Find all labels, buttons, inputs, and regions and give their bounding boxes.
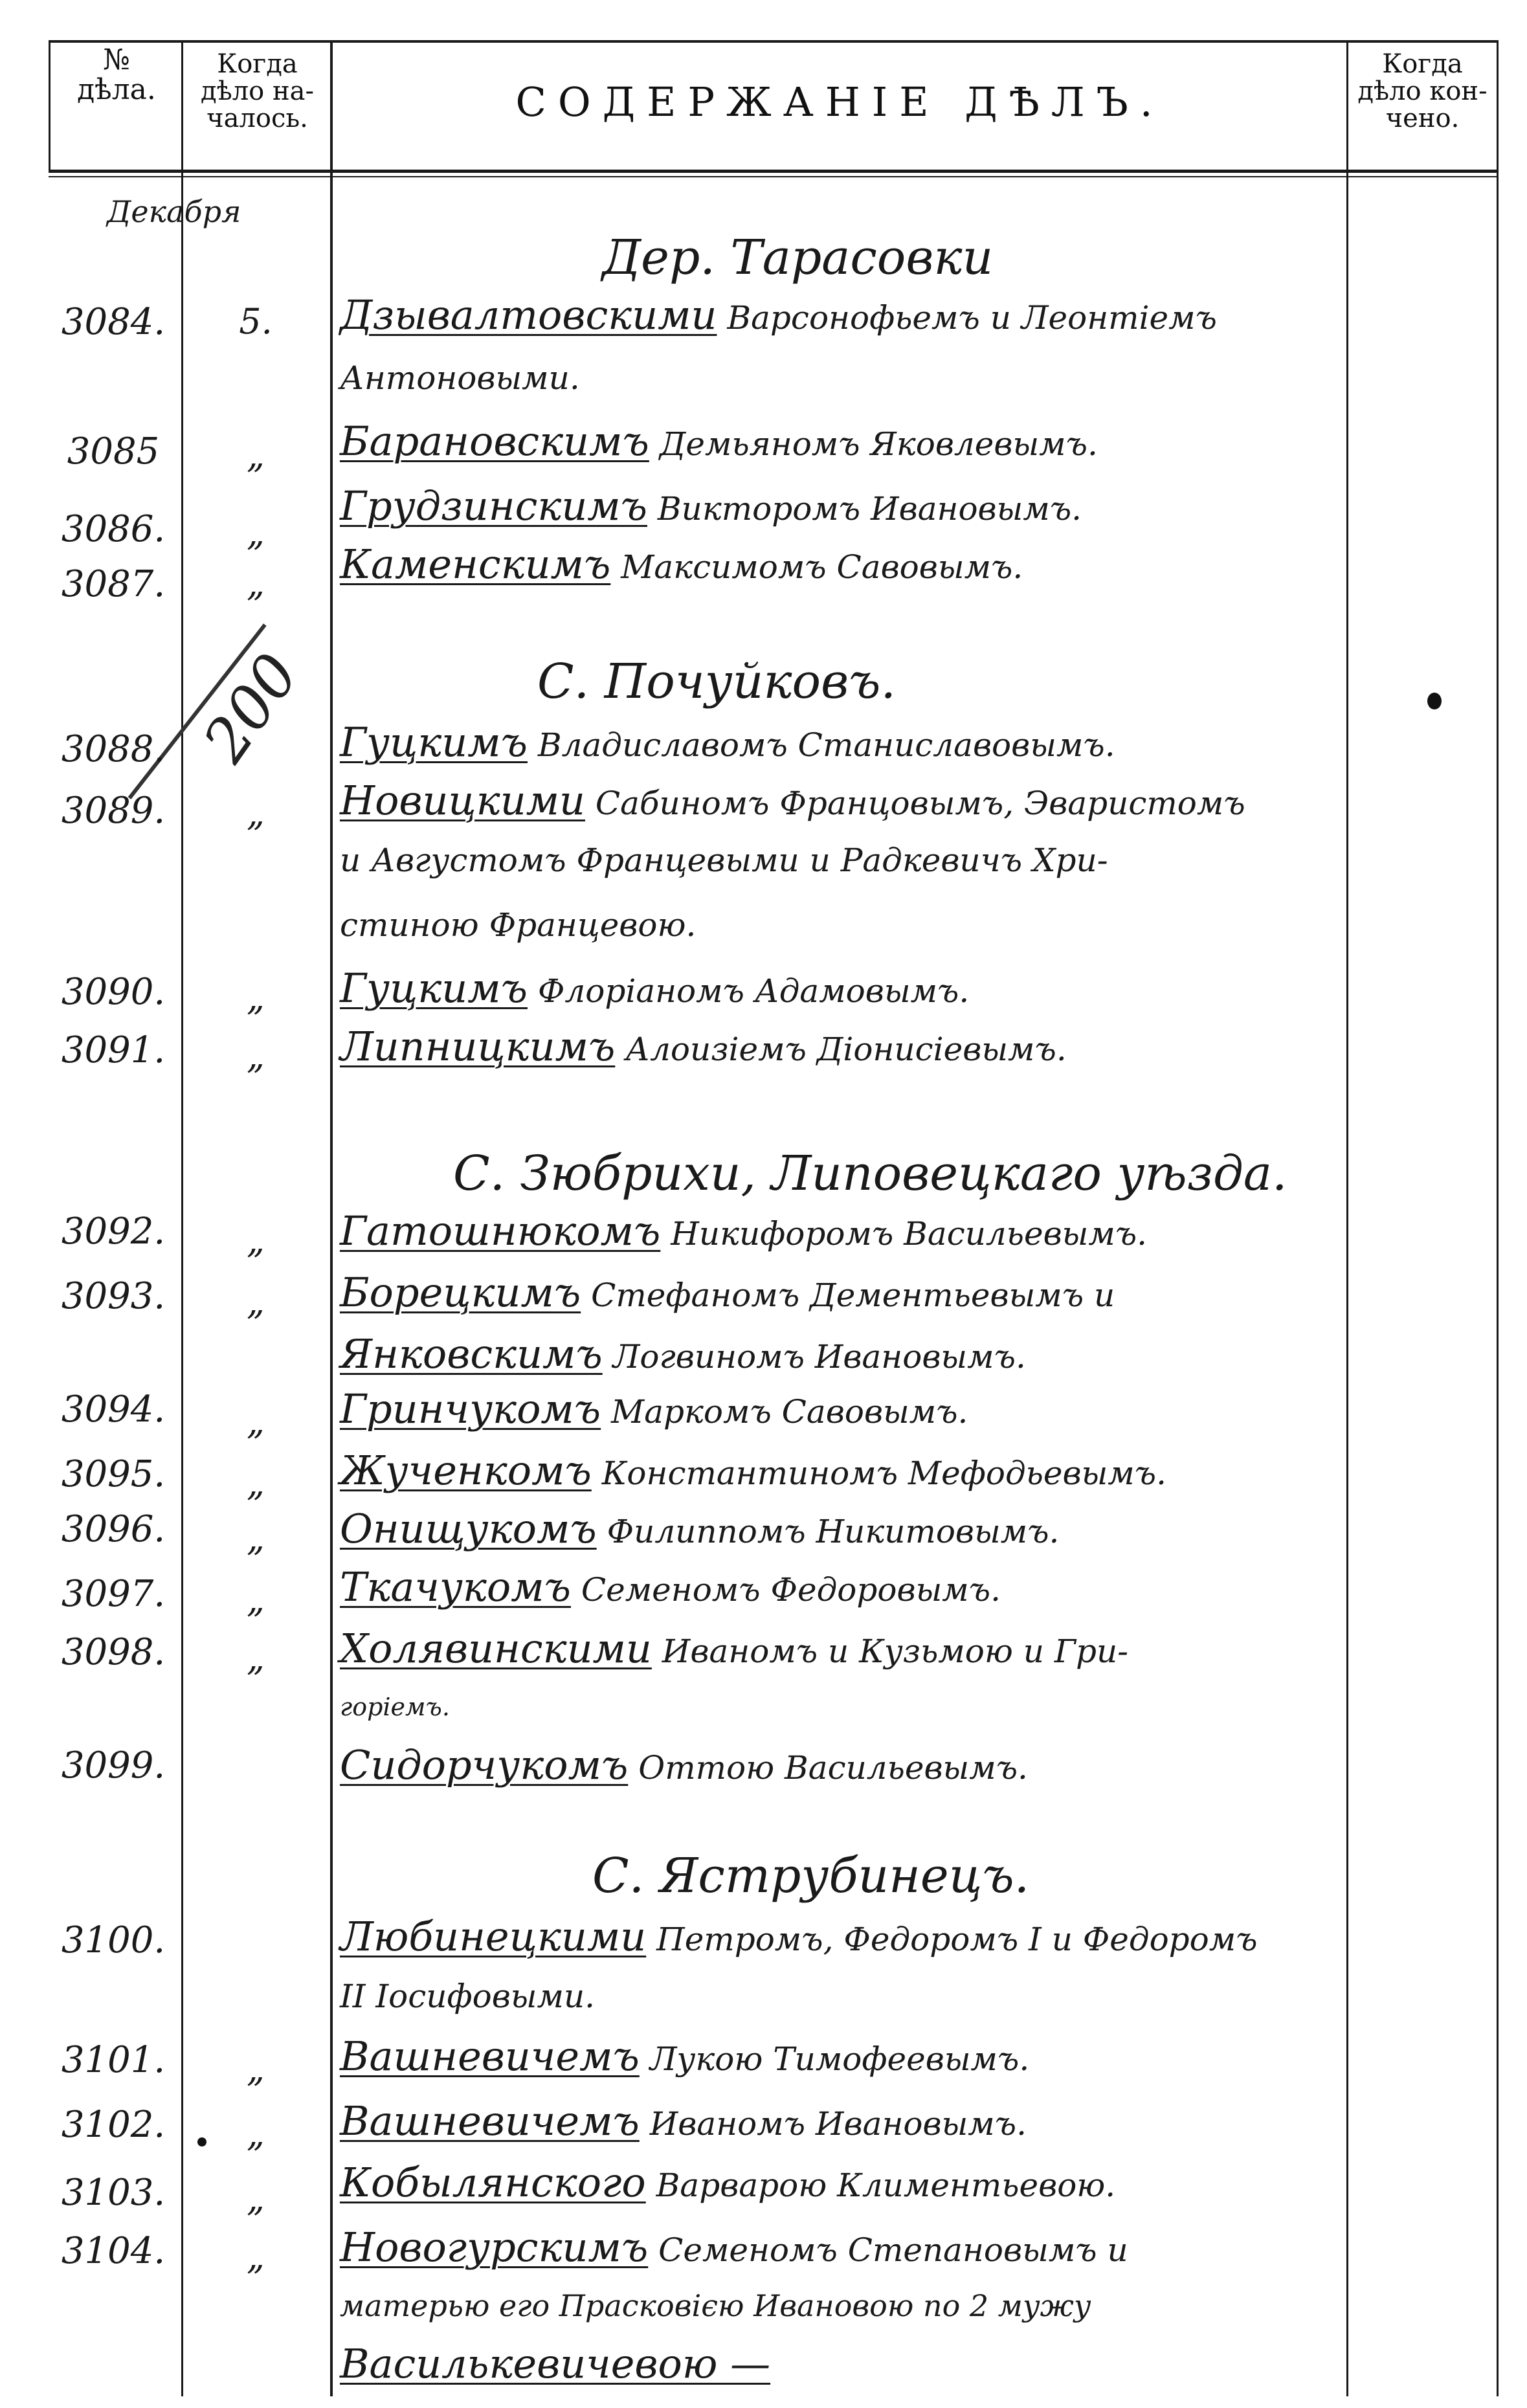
case-text: Любинецкими Петромъ, Федоромъ I и Федоромъ	[340, 1913, 1258, 1960]
village-heading: С. Яструбинецъ.	[592, 1848, 1030, 1904]
case-number: 3100.	[61, 1919, 166, 1961]
case-text: Вашневичемъ Лукою Тимофеевымъ.	[340, 2033, 1030, 2080]
case-day: „	[247, 1579, 265, 1620]
case-text: Грудзинскимъ Викторомъ Ивановымъ.	[340, 482, 1082, 530]
case-day: „	[247, 1463, 265, 1504]
case-text: Ткачукомъ Семеномъ Федоровымъ.	[340, 1563, 1001, 1611]
header-rule	[49, 170, 1499, 173]
case-day: „	[247, 1282, 265, 1322]
case-text-continued: горіемъ.	[340, 1693, 450, 1721]
case-day: „	[247, 2178, 265, 2219]
month-label: Декабря	[107, 194, 241, 229]
header-start-date: Когда дѣло на- чалось.	[201, 49, 314, 133]
case-day: „	[247, 435, 265, 476]
margin-mark: 200	[190, 641, 312, 775]
case-text: Гуцкимъ Флоріаномъ Адамовымъ.	[340, 964, 970, 1012]
village-heading: Дер. Тарасовки	[602, 230, 994, 285]
case-number: 3096.	[61, 1508, 166, 1550]
case-number: 3102.	[61, 2104, 166, 2146]
case-day: „	[247, 1401, 265, 1442]
case-number: 3092.	[61, 1210, 166, 1253]
case-day: „	[247, 2113, 265, 2154]
case-text: Новицкими Сабиномъ Францовымъ, Эваристомъ	[340, 777, 1245, 824]
right-rule	[1497, 40, 1499, 2396]
case-text-continued: Антоновыми.	[340, 359, 580, 397]
case-number: 3088.	[61, 728, 166, 770]
village-heading: С. Зюбрихи, Липовецкаго уѣзда.	[453, 1146, 1287, 1201]
case-text: Липницкимъ Алоизіемъ Діонисіевымъ.	[340, 1023, 1067, 1070]
case-day: „	[247, 1220, 265, 1261]
case-day: „	[247, 2049, 265, 2090]
case-text: Кобылянского Варварою Климентьевою.	[340, 2159, 1116, 2206]
case-number: 3104.	[61, 2230, 166, 2272]
case-number: 3086.	[61, 508, 166, 550]
case-text: Онищукомъ Филиппомъ Никитовымъ.	[340, 1505, 1060, 1552]
case-text-continued: матерью его Прасковією Ивановою по 2 мужу	[340, 2288, 1091, 2323]
header-number: № дѣла.	[77, 43, 156, 107]
top-rule	[49, 40, 1499, 43]
case-text: Жученкомъ Константиномъ Мефодьевымъ.	[340, 1447, 1166, 1494]
case-number: 3095.	[61, 1453, 166, 1495]
case-number: 3093.	[61, 1275, 166, 1317]
case-number: 3089.	[61, 790, 166, 832]
case-day: „	[247, 2236, 265, 2277]
case-number: 3090.	[61, 971, 166, 1013]
case-number: 3085	[67, 430, 160, 473]
case-text: Борецкимъ Стефаномъ Дементьевымъ и	[340, 1269, 1115, 1316]
ink-dot	[1427, 693, 1442, 709]
case-day: „	[247, 513, 265, 553]
col-rule-1	[181, 40, 183, 2396]
case-text: Каменскимъ Максимомъ Савовымъ.	[340, 541, 1023, 588]
case-text-continued: и Августомъ Францевыми и Радкевичъ Хри-	[340, 842, 1108, 879]
case-text-continued: Василькевичевою —	[340, 2340, 771, 2387]
case-text: Дзывалтовскими Варсонофьемъ и Леонтіемъ	[340, 291, 1217, 339]
case-text-continued: стиною Францевою.	[340, 906, 697, 944]
case-number: 3103.	[61, 2172, 166, 2214]
village-heading: С. Почуйковъ.	[537, 654, 897, 709]
case-text-continued: II Іосифовыми.	[340, 1978, 596, 2015]
col-rule-2	[330, 40, 333, 2396]
case-text: Новогурскимъ Семеномъ Степановымъ и	[340, 2224, 1128, 2271]
case-day: „	[247, 1036, 265, 1076]
case-number: 3097.	[61, 1573, 166, 1615]
case-text-continued: Янковскимъ Логвиномъ Ивановымъ.	[340, 1330, 1026, 1377]
header-title: СОДЕРЖАНІЕ ДѢЛЪ.	[515, 78, 1165, 126]
case-number: 3098.	[61, 1631, 166, 1673]
case-number: 3091.	[61, 1029, 166, 1071]
case-day: „	[247, 1518, 265, 1559]
case-text: Вашневичемъ Иваномъ Ивановымъ.	[340, 2097, 1027, 2145]
case-day: „	[247, 1638, 265, 1678]
left-rule	[49, 40, 50, 173]
case-number: 3087.	[61, 563, 166, 605]
case-number: 3084.	[61, 301, 166, 343]
case-text: Холявинскими Иваномъ и Кузьмою и Гри-	[340, 1625, 1129, 1672]
case-text: Сидорчукомъ Оттою Васильевымъ.	[340, 1741, 1028, 1789]
case-day: „	[247, 793, 265, 834]
case-text: Гринчукомъ Маркомъ Савовымъ.	[340, 1385, 968, 1433]
case-number: 3101.	[61, 2039, 166, 2081]
case-text: Гуцкимъ Владиславомъ Станиславовымъ.	[340, 719, 1115, 766]
case-number: 3099.	[61, 1745, 166, 1787]
case-day: „	[247, 563, 265, 604]
header-rule-thin	[49, 176, 1499, 177]
header-end-date: Когда дѣло кон- чено.	[1357, 49, 1488, 133]
case-day: „	[247, 977, 265, 1018]
case-text: Барановскимъ Демьяномъ Яковлевымъ.	[340, 418, 1098, 465]
case-text: Гатошнюкомъ Никифоромъ Васильевымъ.	[340, 1207, 1148, 1254]
case-day: 5.	[239, 301, 273, 342]
case-number: 3094.	[61, 1388, 166, 1431]
col-rule-3	[1346, 40, 1348, 2396]
